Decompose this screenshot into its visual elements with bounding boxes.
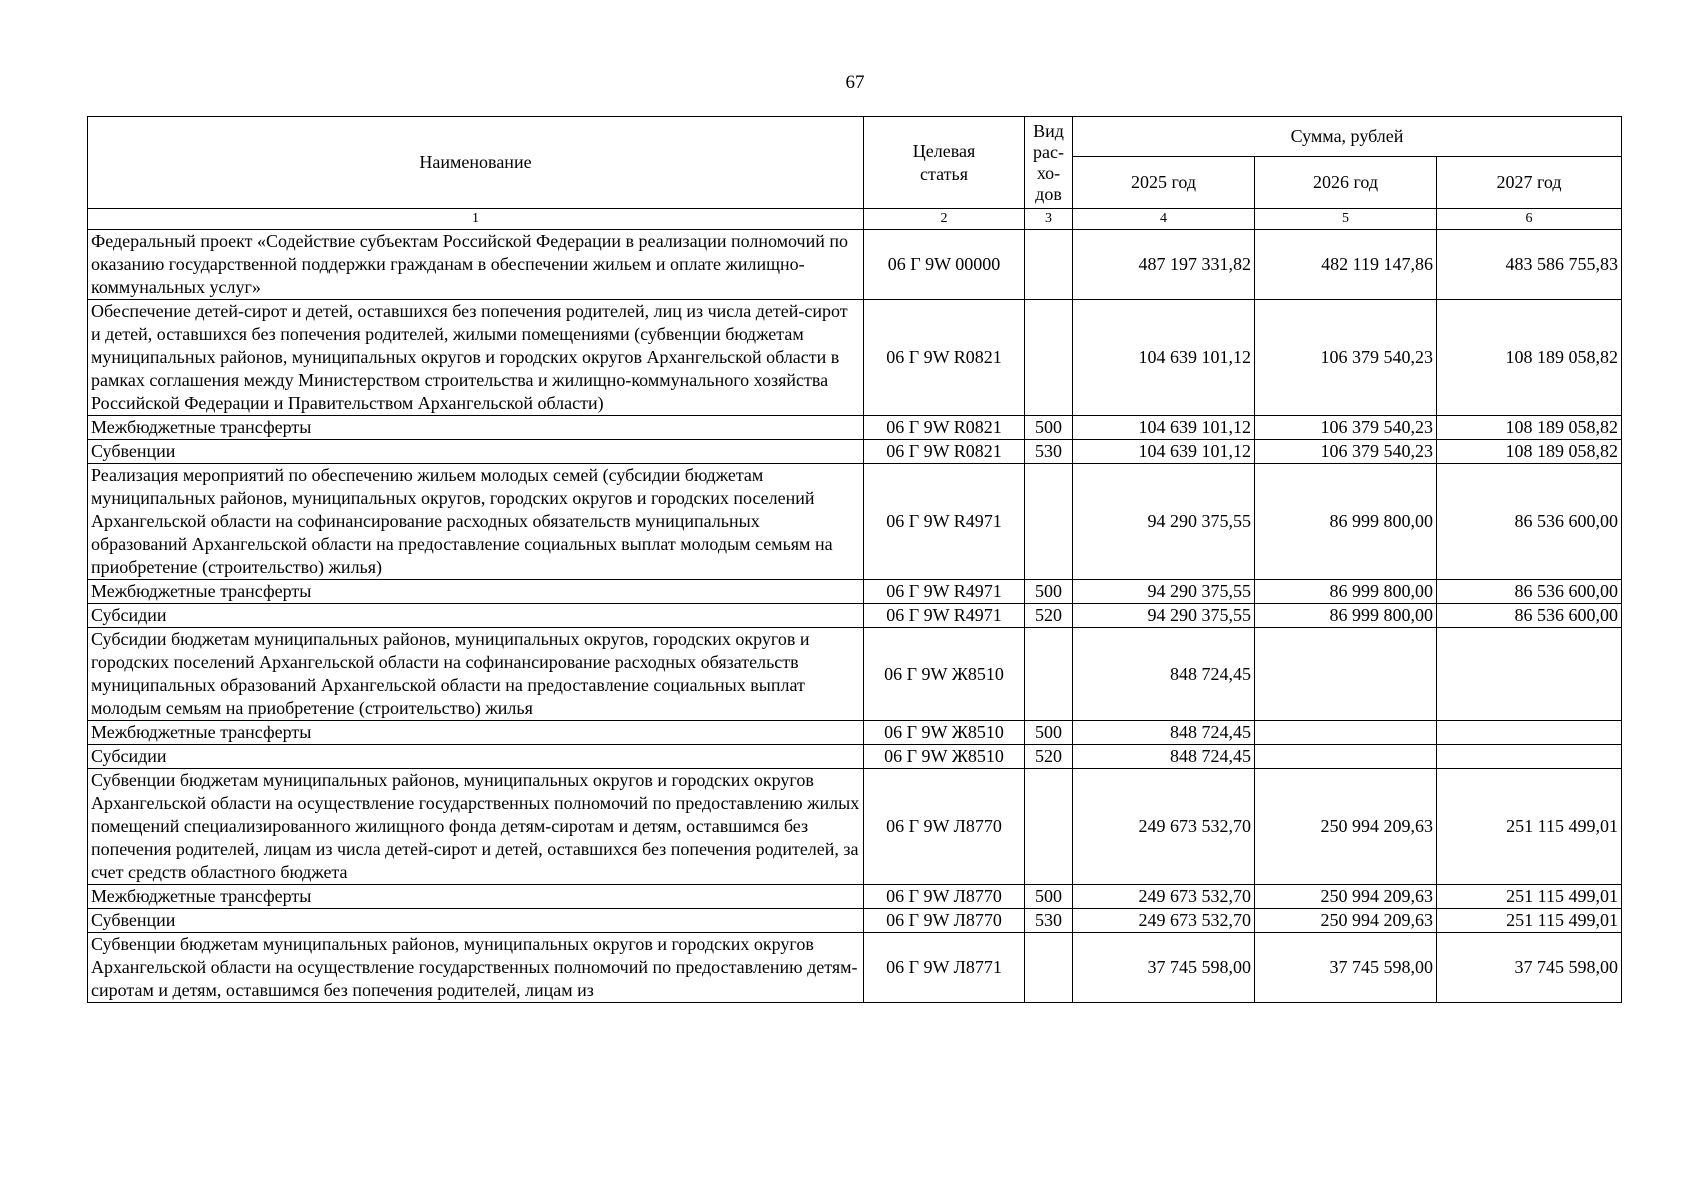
- column-number: 5: [1255, 209, 1437, 230]
- row-name: Межбюджетные трансферты: [88, 885, 864, 909]
- budget-table: [87, 116, 1622, 1003]
- row-sum-2027: [1437, 745, 1622, 769]
- header-target-line: Целевая: [912, 140, 976, 161]
- header-kind-line: Вид: [1033, 120, 1064, 141]
- row-sum-2026: 482 119 147,86: [1255, 230, 1437, 300]
- row-sum-2025: 104 639 101,12: [1073, 416, 1255, 440]
- row-sum-2026: 86 999 800,00: [1255, 580, 1437, 604]
- row-target-code: 06 Г 9W R0821: [864, 300, 1025, 416]
- header-target-line: статья: [920, 163, 968, 184]
- row-name: Субвенции бюджетам муниципальных районов, муниципальных округов и городских округов Архангельской области на осуществление государственных полномочий по предоставлению детям-сиротам и детям, оставшимся без попечения родителей, лицам из: [88, 933, 864, 1003]
- row-expense-kind: 500: [1025, 721, 1073, 745]
- row-expense-kind: 500: [1025, 416, 1073, 440]
- row-expense-kind: 500: [1025, 885, 1073, 909]
- table-row: [88, 933, 1622, 1003]
- row-sum-2027: 483 586 755,83: [1437, 230, 1622, 300]
- header-name: Наименование: [88, 117, 864, 209]
- row-sum-2026: 86 999 800,00: [1255, 464, 1437, 580]
- row-target-code: 06 Г 9W Л8771: [864, 933, 1025, 1003]
- row-sum-2027: 108 189 058,82: [1437, 300, 1622, 416]
- row-sum-2025: 104 639 101,12: [1073, 300, 1255, 416]
- table-row: [88, 721, 1622, 745]
- row-expense-kind: [1025, 464, 1073, 580]
- table-row: [88, 300, 1622, 416]
- table-row: [88, 745, 1622, 769]
- row-sum-2026: [1255, 745, 1437, 769]
- row-sum-2025: 848 724,45: [1073, 721, 1255, 745]
- header-year-2027: 2027 год: [1437, 157, 1622, 209]
- row-name: Межбюджетные трансферты: [88, 580, 864, 604]
- header-sum: Сумма, рублей: [1073, 117, 1622, 157]
- row-sum-2025: 94 290 375,55: [1073, 580, 1255, 604]
- row-sum-2027: 108 189 058,82: [1437, 440, 1622, 464]
- row-expense-kind: 500: [1025, 580, 1073, 604]
- row-target-code: 06 Г 9W Ж8510: [864, 628, 1025, 721]
- row-target-code: 06 Г 9W Л8770: [864, 769, 1025, 885]
- column-number: 3: [1025, 209, 1073, 230]
- row-sum-2025: 37 745 598,00: [1073, 933, 1255, 1003]
- row-sum-2027: [1437, 721, 1622, 745]
- header-expense-kind: [1025, 117, 1073, 209]
- row-target-code: 06 Г 9W Ж8510: [864, 721, 1025, 745]
- table-row: [88, 909, 1622, 933]
- column-number: 1: [88, 209, 864, 230]
- row-sum-2026: 106 379 540,23: [1255, 300, 1437, 416]
- table-row: [88, 464, 1622, 580]
- row-name: Межбюджетные трансферты: [88, 721, 864, 745]
- row-expense-kind: [1025, 230, 1073, 300]
- row-sum-2027: [1437, 628, 1622, 721]
- row-target-code: 06 Г 9W Л8770: [864, 909, 1025, 933]
- row-target-code: 06 Г 9W R4971: [864, 580, 1025, 604]
- row-name: Субвенции: [88, 909, 864, 933]
- row-expense-kind: 520: [1025, 745, 1073, 769]
- row-expense-kind: [1025, 769, 1073, 885]
- row-sum-2025: 848 724,45: [1073, 628, 1255, 721]
- table-row: [88, 580, 1622, 604]
- header-kind-line: дов: [1035, 183, 1062, 204]
- row-sum-2025: 94 290 375,55: [1073, 464, 1255, 580]
- row-sum-2027: 86 536 600,00: [1437, 604, 1622, 628]
- row-sum-2027: 86 536 600,00: [1437, 580, 1622, 604]
- row-sum-2025: 249 673 532,70: [1073, 885, 1255, 909]
- row-target-code: 06 Г 9W R4971: [864, 604, 1025, 628]
- row-sum-2025: 249 673 532,70: [1073, 769, 1255, 885]
- column-number: 6: [1437, 209, 1622, 230]
- header-year-2025: 2025 год: [1073, 157, 1255, 209]
- row-name: Межбюджетные трансферты: [88, 416, 864, 440]
- table-row: [88, 440, 1622, 464]
- row-sum-2025: 848 724,45: [1073, 745, 1255, 769]
- table-row: [88, 885, 1622, 909]
- header-kind-line: хо-: [1036, 162, 1061, 183]
- row-target-code: 06 Г 9W R4971: [864, 464, 1025, 580]
- row-sum-2026: [1255, 628, 1437, 721]
- row-expense-kind: [1025, 628, 1073, 721]
- row-sum-2027: 251 115 499,01: [1437, 885, 1622, 909]
- row-name: Субсидии: [88, 745, 864, 769]
- row-expense-kind: 530: [1025, 440, 1073, 464]
- header-kind-line: рас-: [1033, 141, 1064, 162]
- row-sum-2026: 37 745 598,00: [1255, 933, 1437, 1003]
- row-sum-2026: 250 994 209,63: [1255, 769, 1437, 885]
- row-name: Субсидии: [88, 604, 864, 628]
- header-target-article: [864, 117, 1025, 209]
- row-sum-2025: 104 639 101,12: [1073, 440, 1255, 464]
- row-sum-2027: 251 115 499,01: [1437, 909, 1622, 933]
- row-name: Обеспечение детей-сирот и детей, оставшихся без попечения родителей, лиц из числа детей-сирот и детей, оставшихся без попечения родителей, жилыми помещениями (субвенции бюджетам муниципальных районов, муниципальных округов и городских округов Архангельской области в рамках соглашения между Министерством строительства и жилищно-коммунального хозяйства Российской Федерации и Правительством Архангельской области): [88, 300, 864, 416]
- page-number: 67: [845, 72, 865, 93]
- row-name: Субвенции: [88, 440, 864, 464]
- row-sum-2027: 37 745 598,00: [1437, 933, 1622, 1003]
- row-expense-kind: [1025, 933, 1073, 1003]
- table-row: [88, 604, 1622, 628]
- row-sum-2027: 251 115 499,01: [1437, 769, 1622, 885]
- row-expense-kind: 520: [1025, 604, 1073, 628]
- row-name: Федеральный проект «Содействие субъектам Российской Федерации в реализации полномочий по оказанию государственной поддержки гражданам в обеспечении жильем и оплате жилищно-коммунальных услуг»: [88, 230, 864, 300]
- row-target-code: 06 Г 9W R0821: [864, 416, 1025, 440]
- row-name: Субвенции бюджетам муниципальных районов, муниципальных округов и городских округов Архангельской области на осуществление государственных полномочий по предоставлению жилых помещений специализированного жилищного фонда детям-сиротам и детям, оставшимся без попечения родителей, лицам из числа детей-сирот и детей, оставшихся без попечения родителей, за счет средств областного бюджета: [88, 769, 864, 885]
- row-sum-2027: 86 536 600,00: [1437, 464, 1622, 580]
- table-row: [88, 628, 1622, 721]
- row-sum-2026: 106 379 540,23: [1255, 416, 1437, 440]
- table-row: [88, 230, 1622, 300]
- row-expense-kind: 530: [1025, 909, 1073, 933]
- row-expense-kind: [1025, 300, 1073, 416]
- row-sum-2026: 106 379 540,23: [1255, 440, 1437, 464]
- row-sum-2025: 487 197 331,82: [1073, 230, 1255, 300]
- row-target-code: 06 Г 9W Л8770: [864, 885, 1025, 909]
- row-sum-2026: 250 994 209,63: [1255, 909, 1437, 933]
- row-target-code: 06 Г 9W 00000: [864, 230, 1025, 300]
- row-sum-2025: 94 290 375,55: [1073, 604, 1255, 628]
- column-number: 4: [1073, 209, 1255, 230]
- column-number: 2: [864, 209, 1025, 230]
- row-target-code: 06 Г 9W R0821: [864, 440, 1025, 464]
- row-sum-2026: [1255, 721, 1437, 745]
- row-name: Субсидии бюджетам муниципальных районов, муниципальных округов, городских округов и городских поселений Архангельской области на софинансирование расходных обязательств муниципальных образований Архангельской области на предоставление социальных выплат молодым семьям на приобретение (строительство) жилья: [88, 628, 864, 721]
- table-row: [88, 769, 1622, 885]
- row-name: Реализация мероприятий по обеспечению жильем молодых семей (субсидии бюджетам муниципальных районов, муниципальных округов, городских округов и городских поселений Архангельской области на софинансирование расходных обязательств муниципальных образований Архангельской области на предоставление социальных выплат молодым семьям на приобретение (строительство) жилья): [88, 464, 864, 580]
- row-target-code: 06 Г 9W Ж8510: [864, 745, 1025, 769]
- row-sum-2027: 108 189 058,82: [1437, 416, 1622, 440]
- row-sum-2026: 250 994 209,63: [1255, 885, 1437, 909]
- table-row: [88, 416, 1622, 440]
- row-sum-2026: 86 999 800,00: [1255, 604, 1437, 628]
- column-number-row: [88, 209, 1622, 230]
- header-year-2026: 2026 год: [1255, 157, 1437, 209]
- row-sum-2025: 249 673 532,70: [1073, 909, 1255, 933]
